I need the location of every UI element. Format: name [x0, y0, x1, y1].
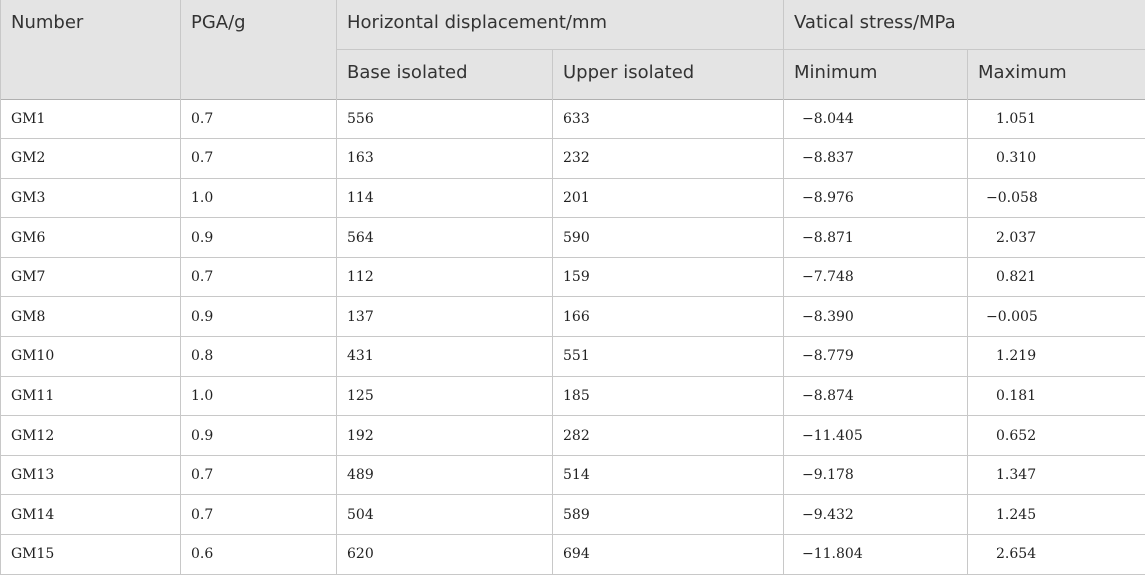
cell-number: GM7 [1, 257, 181, 297]
cell-number: GM2 [1, 139, 181, 179]
table-row [1, 455, 1145, 495]
cell-base-isolated: 556 [337, 99, 553, 139]
cell-stress-min: −8.044 [784, 99, 968, 139]
cell-pga: 0.7 [181, 99, 337, 139]
header-horizontal-displacement: Horizontal displacement/mm [337, 0, 784, 49]
cell-number: GM13 [1, 455, 181, 495]
cell-base-isolated: 489 [337, 455, 553, 495]
header-maximum: Maximum [968, 49, 1145, 99]
cell-base-isolated: 431 [337, 337, 553, 377]
cell-upper-isolated: 514 [553, 455, 784, 495]
cell-stress-max: 2.654 [968, 535, 1145, 575]
header-row-2 [1, 49, 1145, 99]
table-row [1, 495, 1145, 535]
cell-base-isolated: 504 [337, 495, 553, 535]
cell-upper-isolated: 185 [553, 376, 784, 416]
cell-stress-max: 2.037 [968, 218, 1145, 258]
table-row [1, 416, 1145, 456]
cell-base-isolated: 620 [337, 535, 553, 575]
cell-stress-max: 1.219 [968, 337, 1145, 377]
table-row [1, 99, 1145, 139]
cell-stress-max: 0.310 [968, 139, 1145, 179]
cell-upper-isolated: 590 [553, 218, 784, 258]
cell-number: GM3 [1, 178, 181, 218]
cell-stress-max: 1.245 [968, 495, 1145, 535]
header-minimum: Minimum [784, 49, 968, 99]
cell-stress-min: −8.976 [784, 178, 968, 218]
header-pga-spacer [181, 49, 337, 99]
cell-stress-max: 0.181 [968, 376, 1145, 416]
cell-stress-min: −8.779 [784, 337, 968, 377]
cell-number: GM11 [1, 376, 181, 416]
cell-base-isolated: 112 [337, 257, 553, 297]
table-row [1, 218, 1145, 258]
cell-stress-min: −7.748 [784, 257, 968, 297]
cell-pga: 0.9 [181, 416, 337, 456]
header-vertical-stress: Vatical stress/MPa [784, 0, 1145, 49]
cell-base-isolated: 114 [337, 178, 553, 218]
cell-pga: 0.7 [181, 139, 337, 179]
header-number-spacer [1, 49, 181, 99]
cell-number: GM8 [1, 297, 181, 337]
cell-stress-max: −0.058 [968, 178, 1145, 218]
cell-pga: 0.6 [181, 535, 337, 575]
cell-number: GM10 [1, 337, 181, 377]
cell-pga: 0.8 [181, 337, 337, 377]
cell-upper-isolated: 633 [553, 99, 784, 139]
cell-number: GM12 [1, 416, 181, 456]
cell-pga: 0.9 [181, 297, 337, 337]
cell-pga: 0.7 [181, 257, 337, 297]
cell-base-isolated: 163 [337, 139, 553, 179]
cell-pga: 1.0 [181, 178, 337, 218]
cell-upper-isolated: 232 [553, 139, 784, 179]
cell-stress-min: −9.178 [784, 455, 968, 495]
cell-upper-isolated: 159 [553, 257, 784, 297]
cell-upper-isolated: 551 [553, 337, 784, 377]
cell-base-isolated: 564 [337, 218, 553, 258]
cell-pga: 1.0 [181, 376, 337, 416]
cell-stress-max: 0.652 [968, 416, 1145, 456]
cell-stress-min: −8.874 [784, 376, 968, 416]
table-header [1, 0, 1145, 99]
cell-stress-max: 1.347 [968, 455, 1145, 495]
cell-stress-min: −8.390 [784, 297, 968, 337]
table-body [1, 99, 1145, 574]
table-row [1, 297, 1145, 337]
cell-stress-max: 1.051 [968, 99, 1145, 139]
header-number: Number [1, 0, 181, 49]
table-row [1, 178, 1145, 218]
header-pga: PGA/g [181, 0, 337, 49]
table-row [1, 139, 1145, 179]
cell-number: GM6 [1, 218, 181, 258]
cell-stress-max: 0.821 [968, 257, 1145, 297]
header-upper-isolated: Upper isolated [553, 49, 784, 99]
table-row [1, 376, 1145, 416]
cell-upper-isolated: 694 [553, 535, 784, 575]
cell-number: GM15 [1, 535, 181, 575]
cell-upper-isolated: 201 [553, 178, 784, 218]
cell-upper-isolated: 166 [553, 297, 784, 337]
cell-upper-isolated: 282 [553, 416, 784, 456]
cell-pga: 0.7 [181, 455, 337, 495]
header-row-1 [1, 0, 1145, 49]
table-row [1, 337, 1145, 377]
cell-stress-min: −11.804 [784, 535, 968, 575]
cell-number: GM14 [1, 495, 181, 535]
cell-stress-max: −0.005 [968, 297, 1145, 337]
cell-stress-min: −11.405 [784, 416, 968, 456]
cell-stress-min: −8.837 [784, 139, 968, 179]
cell-stress-min: −8.871 [784, 218, 968, 258]
cell-base-isolated: 125 [337, 376, 553, 416]
table-row [1, 257, 1145, 297]
table-row [1, 535, 1145, 575]
cell-base-isolated: 137 [337, 297, 553, 337]
header-base-isolated: Base isolated [337, 49, 553, 99]
cell-stress-min: −9.432 [784, 495, 968, 535]
cell-number: GM1 [1, 99, 181, 139]
cell-pga: 0.7 [181, 495, 337, 535]
cell-upper-isolated: 589 [553, 495, 784, 535]
cell-base-isolated: 192 [337, 416, 553, 456]
cell-pga: 0.9 [181, 218, 337, 258]
